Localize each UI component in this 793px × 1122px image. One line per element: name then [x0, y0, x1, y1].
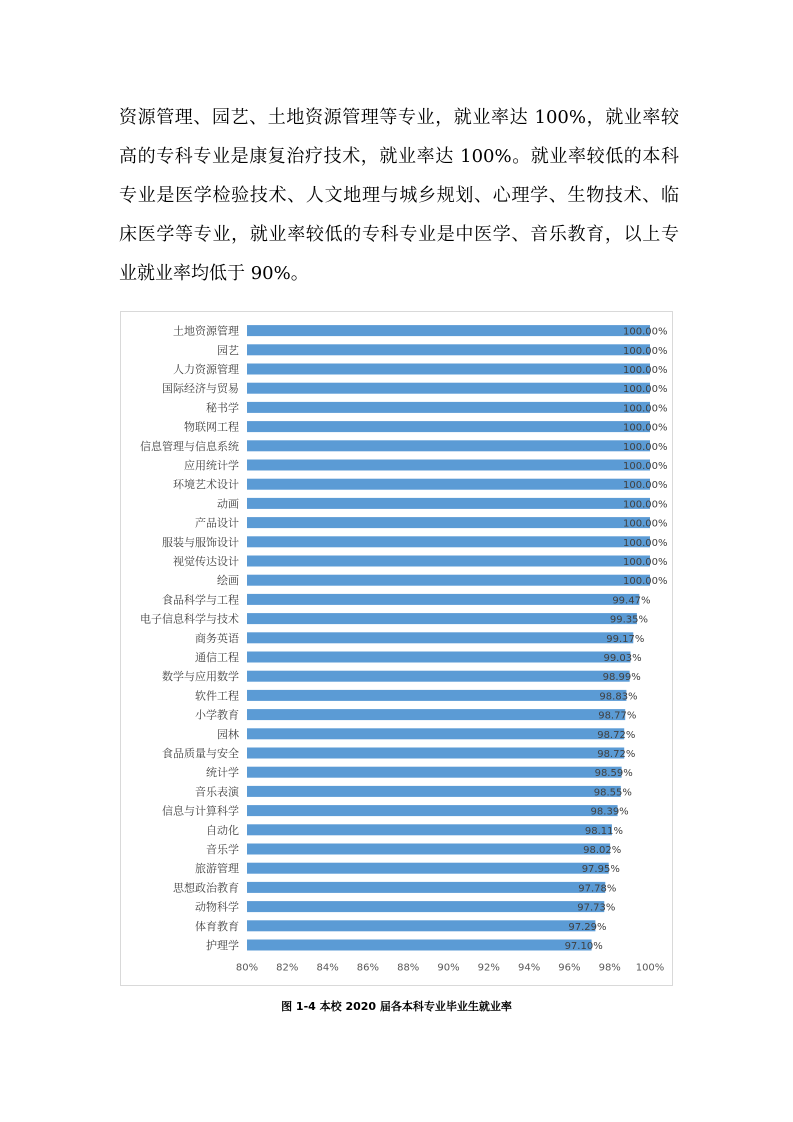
category-label: 食品质量与安全 — [162, 747, 239, 760]
value-label: 100.00% — [623, 557, 668, 568]
bar — [247, 690, 626, 701]
bar — [247, 709, 625, 720]
value-label: 100.00% — [623, 480, 668, 492]
bar — [247, 498, 650, 509]
category-label: 信息管理与信息系统 — [140, 439, 239, 453]
category-label: 国际经济与贸易 — [162, 382, 239, 396]
figure-caption: 图 1-4 本校 2020 届各本科专业毕业生就业率 — [281, 1000, 512, 1013]
category-label: 通信工程 — [195, 651, 239, 664]
category-label: 数学与应用数学 — [162, 670, 239, 684]
category-label: 音乐表演 — [195, 785, 239, 799]
bar — [247, 940, 592, 951]
x-tick-label: 82% — [276, 962, 299, 974]
value-label: 100.00% — [623, 576, 668, 588]
value-label: 100.00% — [623, 441, 668, 453]
x-tick-label: 80% — [235, 962, 259, 974]
paragraph-line: 高的专科专业是康复治疗技术，就业率达 100%。就业率较低的本科 — [119, 146, 679, 167]
bar — [247, 575, 650, 586]
body-paragraph — [119, 98, 679, 293]
value-label: 100.00% — [623, 499, 668, 511]
bar — [247, 536, 650, 547]
paragraph-line: 资源管理、园艺、土地资源管理等专业，就业率达 100%，就业率较 — [119, 107, 679, 128]
bar — [247, 325, 650, 336]
value-label: 98.39% — [590, 806, 629, 818]
bar — [247, 920, 595, 931]
bar — [247, 556, 650, 567]
category-label: 物联网工程 — [184, 420, 239, 434]
bar — [247, 460, 650, 471]
x-tick-label: 84% — [316, 962, 339, 974]
value-label: 98.83% — [599, 691, 638, 703]
bar — [247, 748, 624, 759]
category-label: 环境艺术设计 — [173, 478, 239, 492]
value-label: 100.00% — [623, 422, 668, 434]
category-label: 音乐学 — [206, 843, 239, 856]
x-tick-label: 96% — [558, 962, 581, 974]
category-label: 服装与服饰设计 — [162, 535, 239, 549]
value-label: 100.00% — [623, 365, 668, 376]
value-label: 100.00% — [623, 461, 668, 472]
value-label: 100.00% — [623, 345, 668, 357]
category-label: 电子信息科学与技术 — [140, 612, 239, 626]
value-label: 100.00% — [623, 518, 668, 530]
value-label: 100.00% — [623, 384, 668, 396]
value-label: 98.11% — [584, 825, 624, 837]
category-label: 思想政治教育 — [173, 881, 239, 895]
value-label: 99.17% — [606, 633, 645, 645]
category-label: 旅游管理 — [195, 862, 239, 876]
category-label: 绘画 — [217, 574, 239, 588]
value-label: 98.55% — [593, 787, 632, 799]
category-label: 小学教育 — [195, 708, 239, 722]
category-label: 动物科学 — [195, 900, 239, 914]
category-label: 信息与计算科学 — [162, 804, 239, 818]
value-label: 98.77% — [598, 710, 637, 722]
x-tick-label: 86% — [356, 962, 380, 974]
value-label: 98.99% — [602, 672, 641, 684]
bar — [247, 594, 639, 605]
chart-frame — [120, 311, 673, 986]
category-label: 商务英语 — [195, 631, 239, 645]
bar — [247, 632, 633, 643]
bar — [247, 863, 609, 874]
category-label: 护理学 — [206, 939, 239, 952]
bar — [247, 844, 610, 855]
value-label: 99.03% — [603, 653, 642, 664]
value-label: 97.10% — [564, 941, 603, 952]
value-label: 98.02% — [583, 845, 622, 856]
category-label: 秘书学 — [206, 401, 239, 415]
paragraph-line: 专业是医学检验技术、人文地理与城乡规划、心理学、生物技术、临 — [119, 185, 679, 206]
bar — [247, 901, 604, 912]
value-label: 98.72% — [597, 749, 636, 760]
value-label: 100.00% — [623, 326, 668, 338]
x-tick-label: 92% — [477, 962, 500, 974]
category-label: 土地资源管理 — [173, 324, 239, 338]
value-label: 99.35% — [609, 614, 649, 626]
bar — [247, 364, 650, 375]
bar — [247, 728, 624, 739]
bar — [247, 805, 618, 816]
x-tick-label: 90% — [437, 962, 460, 974]
bar — [247, 824, 612, 835]
bar — [247, 344, 650, 355]
bar — [247, 882, 605, 893]
category-label: 人力资源管理 — [173, 363, 239, 376]
x-tick-label: 94% — [517, 962, 541, 974]
category-label: 园林 — [217, 727, 239, 741]
value-label: 97.29% — [568, 921, 607, 933]
bar — [247, 440, 650, 451]
employment-rate-bar-chart — [121, 312, 674, 987]
value-label: 97.95% — [581, 864, 620, 876]
category-label: 动画 — [217, 497, 239, 511]
category-label: 应用统计学 — [184, 459, 239, 472]
bar — [247, 479, 650, 490]
bar — [247, 767, 622, 778]
bar — [247, 786, 621, 797]
category-label: 视觉传达设计 — [173, 555, 239, 568]
paragraph-line: 床医学等专业，就业率较低的专科专业是中医学、音乐教育，以上专 — [119, 224, 679, 245]
value-label: 100.00% — [623, 403, 668, 415]
value-label: 98.59% — [594, 768, 633, 780]
bar — [247, 402, 650, 413]
category-label: 食品科学与工程 — [162, 593, 239, 607]
bar — [247, 671, 630, 682]
value-label: 97.78% — [578, 883, 617, 895]
value-label: 99.47% — [612, 595, 651, 607]
x-tick-label: 98% — [598, 962, 621, 974]
category-label: 产品设计 — [195, 516, 239, 530]
value-label: 100.00% — [623, 537, 668, 549]
category-label: 软件工程 — [195, 689, 239, 703]
category-label: 园艺 — [217, 343, 239, 357]
bar — [247, 652, 630, 663]
bar — [247, 613, 637, 624]
x-tick-label: 100% — [635, 962, 665, 974]
category-label: 自动化 — [206, 823, 239, 837]
value-label: 98.72% — [597, 729, 636, 741]
bar — [247, 421, 650, 432]
value-label: 97.73% — [577, 902, 616, 914]
bar — [247, 383, 650, 394]
category-label: 统计学 — [206, 766, 239, 780]
x-tick-label: 88% — [397, 962, 420, 974]
bar — [247, 517, 650, 528]
category-label: 体育教育 — [195, 919, 239, 933]
paragraph-line: 业就业率均低于 90%。 — [119, 263, 309, 284]
